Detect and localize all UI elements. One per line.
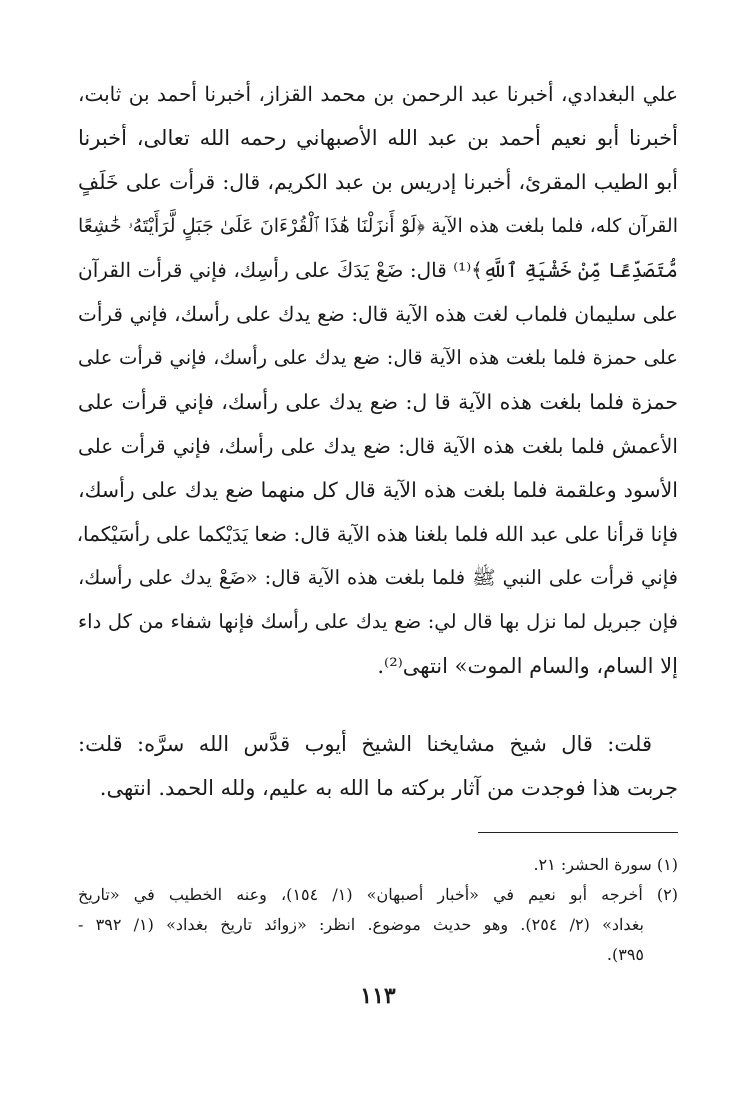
footnotes xyxy=(78,850,678,970)
text-line: حمزة فلما بلغت هذه الآية قا ل: ضع يدك على رأسك، فإني قرأت على xyxy=(78,390,678,414)
footnote-line: (٢) أخرجه أبو نعيم في «أخبار أصبهان» (١/ ١٥٤)، وعنه الخطيب في «تاريخ xyxy=(78,885,679,904)
page-number: ١١٣ xyxy=(360,983,396,1009)
main-paragraph xyxy=(78,72,678,688)
second-paragraph xyxy=(78,722,678,810)
text-line: أخبرنا أبو نعيم أحمد بن عبد الله الأصبهاني رحمه الله تعالى، أخبرنا xyxy=(78,126,678,150)
text-line: على سليمان فلماب لغت هذه الآية قال: ضع يدك على رأسك، فإني قرأت xyxy=(78,302,678,326)
text-line: مُّتَصَدِّعًا مِّنْ خَشْيَةِ ٱللَّهِ﴾⁽¹⁾ قال: ضَعْ يَدَكَ على رأسِك، فإني قرأت القرآن xyxy=(78,258,679,282)
text-line: علي البغدادي، أخبرنا عبد الرحمن بن محمد القزاز، أخبرنا أحمد بن ثابت، xyxy=(78,82,679,106)
footnote-separator xyxy=(478,832,678,833)
footnote-line: (١) سورة الحشر: ٢١. xyxy=(533,855,678,874)
footnote-line: ٣٩٥). xyxy=(606,945,644,964)
text-line: على حمزة فلما بلغت هذه الآية قال: ضع يدك على رأسك، فإني قرأت على xyxy=(78,346,678,369)
text-line: فإن جبريل لما نزل بها قال لي: ضع يدك على رأسك فإنها شفاء من كل داء xyxy=(78,610,678,633)
text-line: فإني قرأت على النبي ﷺ فلما بلغت هذه الآية قال: «ضَعْ يدك على رأسك، xyxy=(78,566,678,589)
text-line: قلت: قال شيخ مشايخنا الشيخ أيوب قدَّس الله سرَّه: قلت: xyxy=(78,732,652,756)
text-line: الأسود وعلقمة فلما بلغت هذه الآية قال كل منهما ضع يدك على رأسك، xyxy=(78,478,678,502)
text-line: جربت هذا فوجدت من آثار بركته ما الله به عليم، ولله الحمد. انتهى. xyxy=(99,776,678,800)
footnote-line: بغداد» (٢/ ٢٥٤). وهو حديث موضوع. انظر: «زوائد تاريخ بغداد» (١/ ٣٩٢ - xyxy=(78,915,644,934)
text-line: الأعمش فلما بلغت هذه الآية قال: ضع يدك على رأسك، فإني قرأت على xyxy=(78,434,678,458)
text-line: فإنا قرأنا على عبد الله فلما بلغنا هذه الآية قال: ضعا يَدَيْكما على رأسَيْكما، xyxy=(76,522,678,546)
text-line: القرآن كله، فلما بلغت هذه الآية ﴿لَوْ أَنزَلْنَا هَٰذَا ٱلْقُرْءَانَ عَلَىٰ جَبَلٍ لَّرَأَيْتَهُۥ خَٰشِعًا xyxy=(78,215,678,237)
text-line: أبو الطيب المقرئ، أخبرنا إدريس بن عبد الكريم، قال: قرأت على خَلَفٍ xyxy=(78,170,678,194)
text-line: إلا السام، والسام الموت» انتهى⁽²⁾. xyxy=(377,654,678,678)
